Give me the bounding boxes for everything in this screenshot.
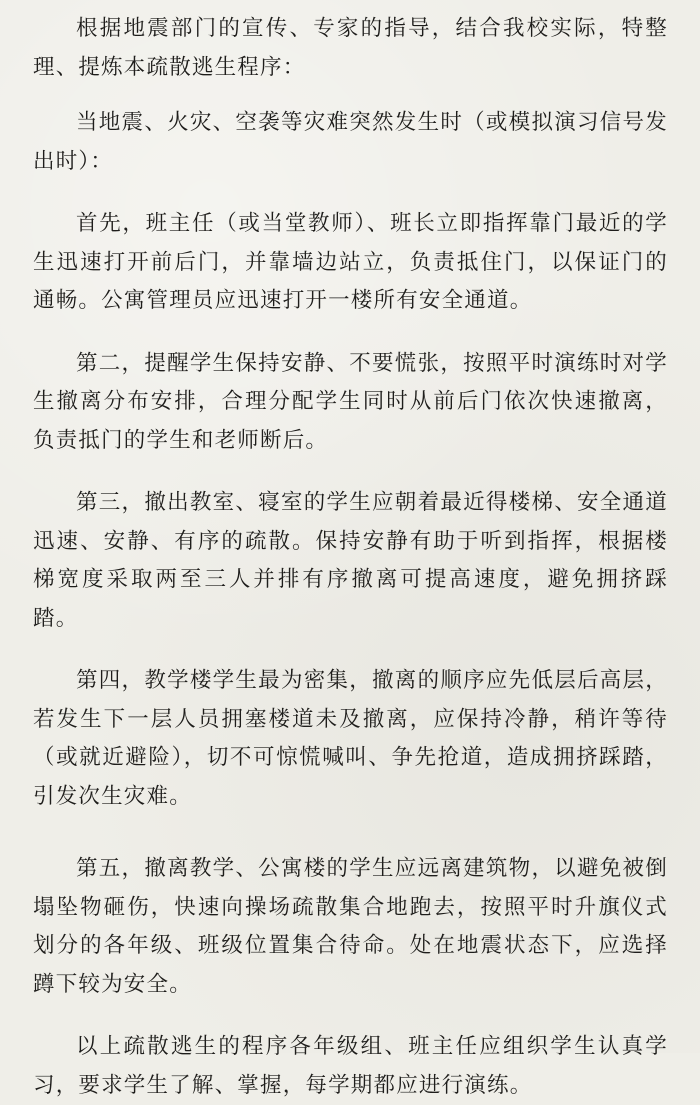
step-second-paragraph: 第二，提醒学生保持安静、不要慌张，按照平时演练时对学生撤离分布安排，合理分配学生同时从前后门依次快速撤离，负责抵门的学生和老师断后。 — [33, 350, 668, 453]
step-third-paragraph: 第三，撤出教室、寝室的学生应朝着最近得楼梯、安全通道迅速、安静、有序的疏散。保持安静有助于听到指挥，根据楼梯宽度采取两至三人并排有序撤离可提高速度，避免拥挤踩踏。 — [33, 490, 668, 631]
trigger-paragraph: 当地震、火灾、空袭等灾难突然发生时（或模拟演习信号发出时）： — [33, 110, 668, 174]
step-fourth-paragraph: 第四，教学楼学生最为密集，撤离的顺序应先低层后高层，若发生下一层人员拥塞楼道未及撤离，应保持冷静，稍许等待（或就近避险），切不可惊慌喊叫、争先抢道，造成拥挤踩踏，引发次生灾难。 — [33, 668, 668, 809]
closing-paragraph: 以上疏散逃生的程序各年级组、班主任应组织学生认真学习，要求学生了解、掌握，每学期都应进行演练。 — [33, 1034, 668, 1098]
step-first-paragraph: 首先，班主任（或当堂教师）、班长立即指挥靠门最近的学生迅速打开前后门，并靠墙边站立，负责抵住门，以保证门的通畅。公寓管理员应迅速打开一楼所有安全通道。 — [33, 211, 668, 313]
step-fifth-paragraph: 第五，撤离教学、公寓楼的学生应远离建筑物，以避免被倒塌坠物砸伤，快速向操场疏散集合地跑去，按照平时升旗仪式划分的各年级、班级位置集合待命。处在地震状态下，应选择蹲下较为安全。 — [33, 856, 668, 997]
intro-paragraph: 根据地震部门的宣传、专家的指导，结合我校实际，特整理、提炼本疏散逃生程序： — [33, 16, 668, 80]
